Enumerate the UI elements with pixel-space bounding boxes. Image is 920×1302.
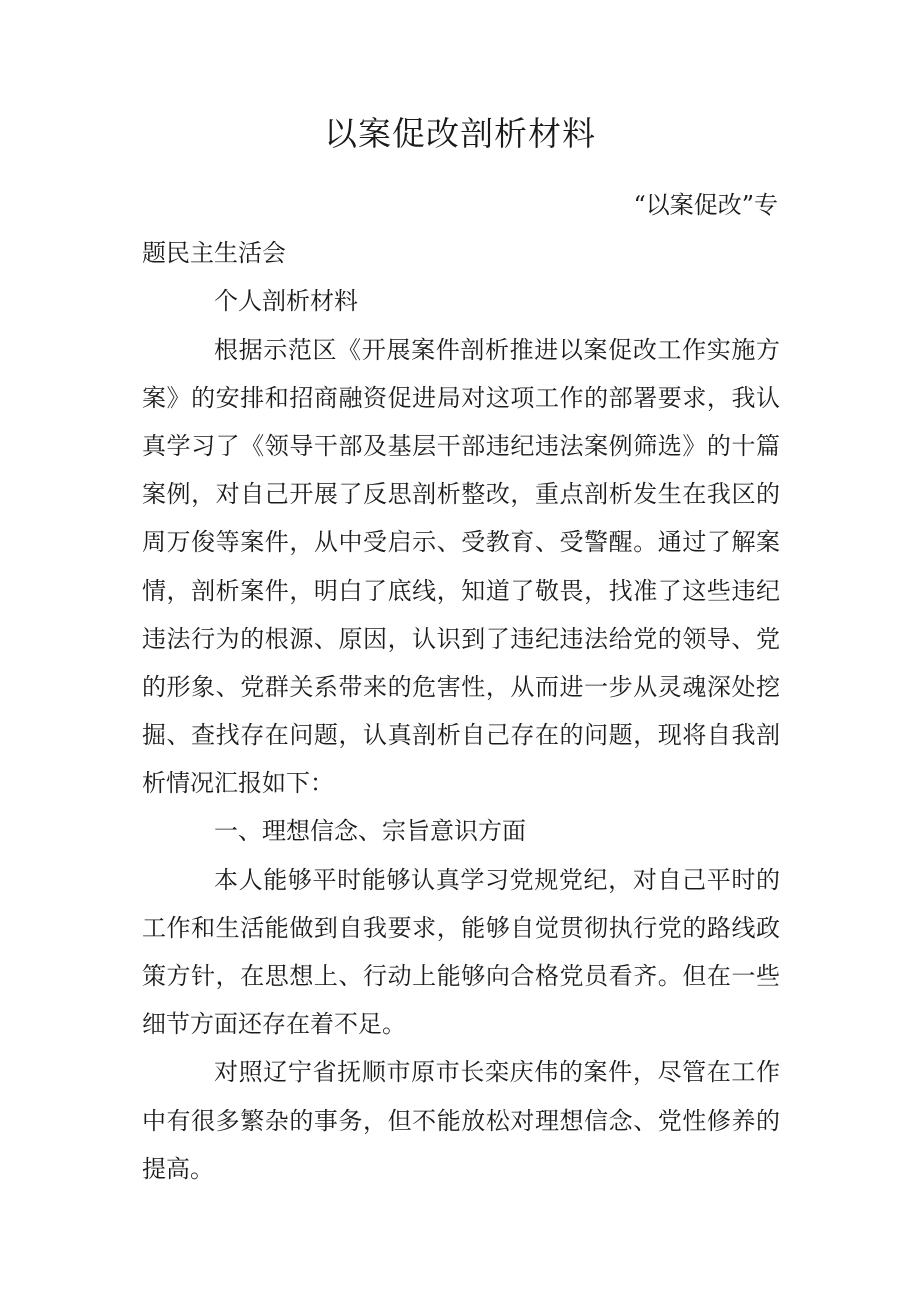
text-line: 个人剖析材料 — [214, 287, 358, 316]
text-line: “以案促改”专 — [633, 191, 778, 219]
text-line: 对照辽宁省抚顺市原市长栾庆伟的案件，尽管在工作 — [214, 1058, 780, 1087]
text-line: 根据示范区《开展案件剖析推进以案促改工作实施方 — [214, 335, 780, 364]
text-line: 案例，对自己开展了反思剖析整改，重点剖析发生在我区的 — [142, 480, 780, 509]
text-line: 案》的安排和招商融资促进局对这项工作的部署要求，我认 — [142, 383, 780, 412]
text-line: 工作和生活能做到自我要求，能够自觉贯彻执行党的路线政 — [142, 913, 780, 942]
text-line: 题民主生活会 — [142, 239, 286, 268]
document-title: 以案促改剖析材料 — [324, 114, 596, 153]
text-line: 本人能够平时能够认真学习党规党纪，对自己平时的 — [214, 865, 780, 894]
text-line: 情，剖析案件，明白了底线，知道了敬畏，找准了这些违纪 — [142, 576, 780, 605]
text-line: 提高。 — [142, 1154, 214, 1183]
text-line: 析情况汇报如下： — [142, 769, 334, 798]
document-body — [142, 181, 780, 1193]
text-line: 的形象、党群关系带来的危害性，从而进一步从灵魂深处挖 — [142, 672, 780, 701]
text-line: 掘、查找存在问题，认真剖析自己存在的问题，现将自我剖 — [142, 721, 780, 750]
text-line: 违法行为的根源、原因，认识到了违纪违法给党的领导、党 — [142, 624, 780, 653]
text-line: 细节方面还存在着不足。 — [142, 1010, 406, 1039]
text-line: 真学习了《领导干部及基层干部违纪违法案例筛选》的十篇 — [142, 431, 780, 460]
text-line: 周万俊等案件，从中受启示、受教育、受警醒。通过了解案 — [142, 528, 780, 557]
text-line: 一、理想信念、宗旨意识方面 — [214, 817, 526, 846]
text-line: 策方针，在思想上、行动上能够向合格党员看齐。但在一些 — [142, 962, 780, 990]
text-line: 中有很多繁杂的事务，但不能放松对理想信念、党性修养的 — [142, 1106, 780, 1135]
